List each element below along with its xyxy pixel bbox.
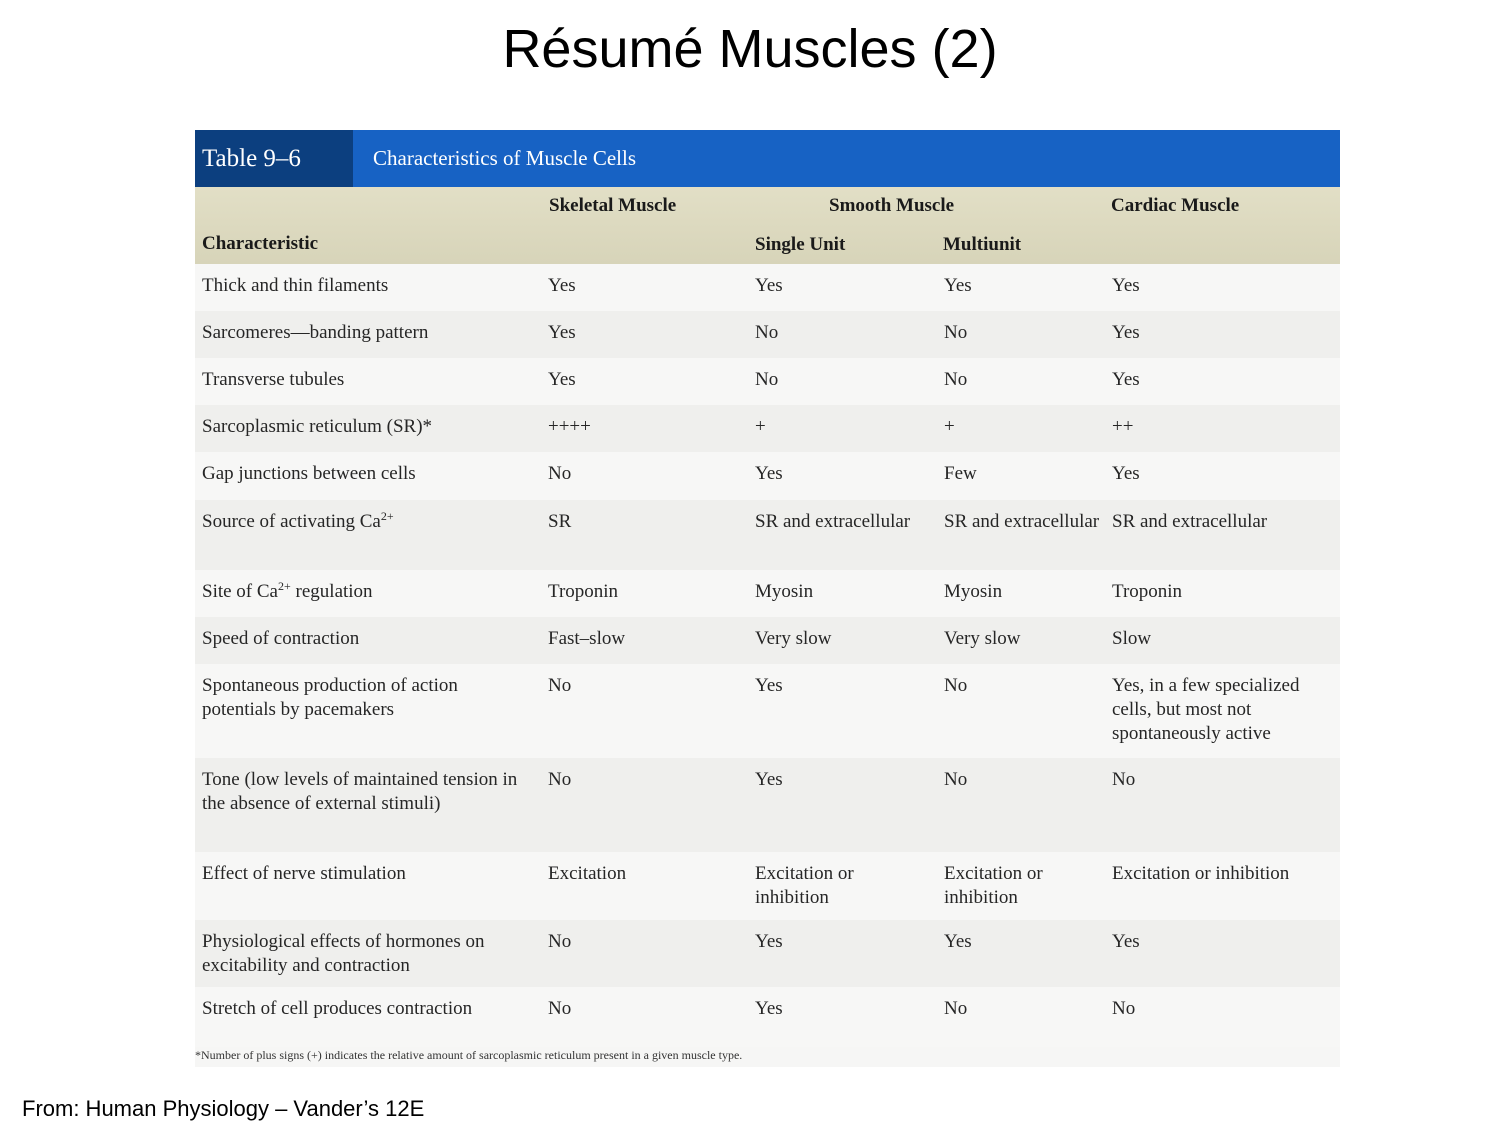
characteristic-text-suffix: regulation	[290, 581, 373, 602]
cell-cardiac: Troponin	[1112, 581, 1183, 602]
cell-single-unit: Yes	[755, 275, 783, 296]
cell-skeletal: ++++	[548, 416, 591, 437]
cell-cardiac: SR and extracellular	[1112, 511, 1268, 532]
cell-cardiac: Excitation or inhibition	[1112, 863, 1290, 884]
cell-cardiac: No	[1112, 769, 1136, 790]
cell-characteristic: Spontaneous production of action potentials by pacemakers	[202, 675, 458, 720]
cell-single-unit: Very slow	[755, 628, 832, 649]
cell-multiunit: Excitation or inhibition	[944, 863, 1043, 908]
cell-single-unit: Yes	[755, 769, 783, 790]
cell-cardiac: Yes	[1112, 322, 1140, 343]
table-row	[195, 264, 1340, 311]
cell-characteristic: Transverse tubules	[202, 369, 345, 390]
header-multiunit: Multiunit	[943, 234, 1022, 255]
table-caption: Characteristics of Muscle Cells	[373, 146, 637, 170]
cell-multiunit: Yes	[944, 931, 972, 952]
cell-characteristic: Sarcomeres—banding pattern	[202, 322, 429, 343]
cell-multiunit: No	[944, 998, 968, 1019]
cell-single-unit: Yes	[755, 463, 783, 484]
cell-cardiac: ++	[1112, 416, 1134, 437]
cell-single-unit: Yes	[755, 931, 783, 952]
slide-title: Résumé Muscles (2)	[502, 19, 998, 79]
table-row	[195, 758, 1340, 852]
table-row	[195, 405, 1340, 452]
cell-single-unit: Excitation or inhibition	[755, 863, 854, 908]
table-row	[195, 920, 1340, 987]
header-characteristic: Characteristic	[202, 233, 319, 254]
cell-cardiac: Yes	[1112, 369, 1140, 390]
table-row	[195, 617, 1340, 664]
cell-characteristic: Thick and thin filaments	[202, 275, 389, 296]
cell-characteristic: Stretch of cell produces contraction	[202, 998, 473, 1019]
cell-multiunit: No	[944, 322, 968, 343]
table-header-bar	[195, 130, 1340, 187]
cell-skeletal: No	[548, 675, 572, 696]
header-cardiac: Cardiac Muscle	[1111, 195, 1240, 216]
superscript-charge: 2+	[380, 509, 394, 523]
table-row	[195, 664, 1340, 758]
cell-characteristic: Sarcoplasmic reticulum (SR)*	[202, 416, 433, 437]
header-single-unit: Single Unit	[755, 234, 846, 255]
table-row	[195, 987, 1340, 1047]
cell-characteristic: Speed of contraction	[202, 628, 360, 649]
cell-characteristic	[202, 580, 522, 604]
cell-skeletal: Fast–slow	[548, 628, 626, 649]
cell-skeletal: No	[548, 463, 572, 484]
cell-skeletal: No	[548, 931, 572, 952]
cell-single-unit: Yes	[755, 675, 783, 696]
cell-skeletal: Yes	[548, 369, 576, 390]
cell-single-unit: Yes	[755, 998, 783, 1019]
cell-characteristic: Physiological effects of hormones on excitability and contraction	[202, 931, 485, 976]
cell-skeletal: Yes	[548, 322, 576, 343]
cell-skeletal: Excitation	[548, 863, 627, 884]
header-skeletal: Skeletal Muscle	[549, 195, 677, 216]
cell-cardiac: Yes	[1112, 463, 1140, 484]
cell-single-unit: SR and extracellular	[755, 511, 911, 532]
table-row	[195, 500, 1340, 570]
cell-multiunit: +	[944, 416, 955, 437]
cell-characteristic: Tone (low levels of maintained tension in the absence of external stimuli)	[202, 769, 518, 814]
cell-multiunit: Few	[944, 463, 977, 484]
table-row	[195, 570, 1340, 617]
table-row	[195, 358, 1340, 405]
cell-multiunit: No	[944, 769, 968, 790]
cell-single-unit: +	[755, 416, 766, 437]
source-credit: From: Human Physiology – Vander’s 12E	[22, 1096, 425, 1121]
cell-skeletal: Troponin	[548, 581, 619, 602]
superscript-charge: 2+	[278, 579, 291, 593]
cell-multiunit: Yes	[944, 275, 972, 296]
table-row	[195, 311, 1340, 358]
cell-cardiac: Yes, in a few specialized cells, but most not spontaneously active	[1112, 675, 1300, 744]
cell-characteristic: Gap junctions between cells	[202, 463, 416, 484]
cell-cardiac: Yes	[1112, 275, 1140, 296]
table-row	[195, 852, 1340, 920]
cell-single-unit: Myosin	[755, 581, 814, 602]
cell-multiunit: No	[944, 369, 968, 390]
characteristic-text: Site of Ca	[202, 581, 278, 602]
cell-single-unit: No	[755, 322, 779, 343]
cell-skeletal: No	[548, 998, 572, 1019]
cell-cardiac: No	[1112, 998, 1136, 1019]
cell-skeletal: No	[548, 769, 572, 790]
cell-multiunit: Myosin	[944, 581, 1003, 602]
cell-skeletal: SR	[548, 511, 572, 532]
muscle-characteristics-table	[195, 130, 1340, 1067]
cell-multiunit: No	[944, 675, 968, 696]
table-row	[195, 452, 1340, 500]
cell-characteristic	[202, 510, 522, 534]
cell-multiunit: SR and extracellular	[944, 511, 1100, 532]
cell-skeletal: Yes	[548, 275, 576, 296]
cell-multiunit: Very slow	[944, 628, 1021, 649]
cell-cardiac: Yes	[1112, 931, 1140, 952]
cell-single-unit: No	[755, 369, 779, 390]
table-footnote: *Number of plus signs (+) indicates the relative amount of sarcoplasmic reticulum present in a given muscle type.	[195, 1048, 743, 1062]
cell-cardiac: Slow	[1112, 628, 1152, 649]
characteristic-text: Source of activating Ca	[202, 511, 381, 532]
header-smooth: Smooth Muscle	[829, 195, 955, 216]
table-number: Table 9–6	[195, 130, 353, 187]
column-header-band	[195, 187, 1340, 264]
cell-characteristic: Effect of nerve stimulation	[202, 863, 406, 884]
